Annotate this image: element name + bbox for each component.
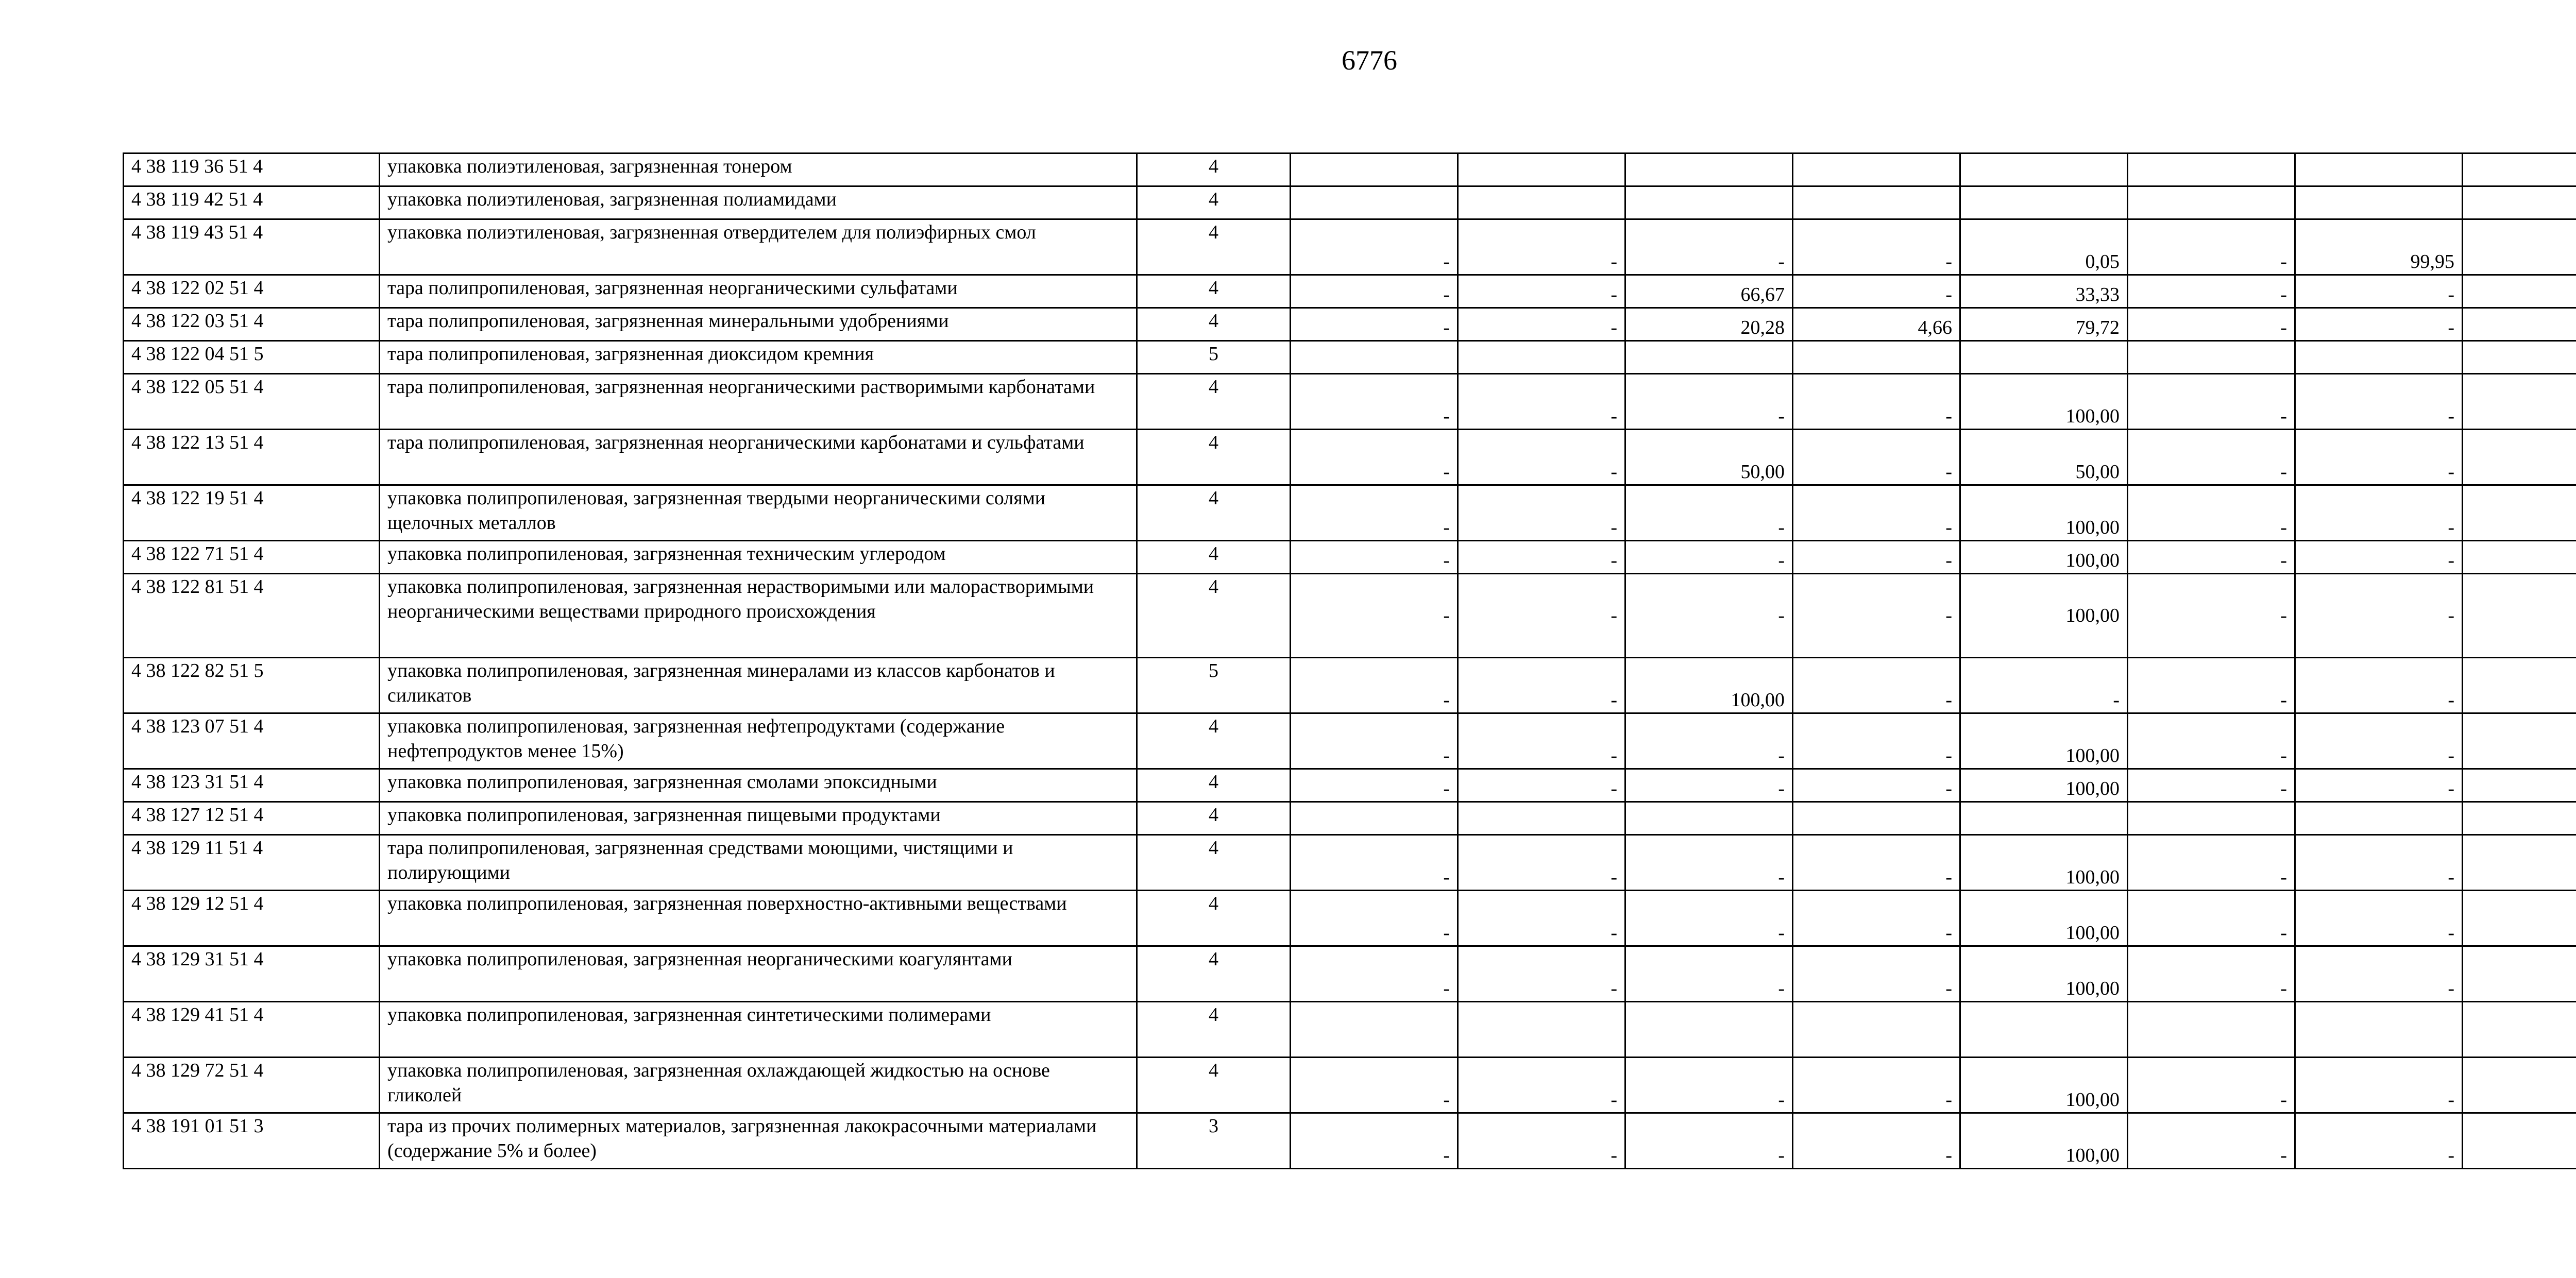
value-cell: - (1291, 769, 1458, 802)
value-cell (2295, 154, 2463, 186)
value-cell: - (1625, 374, 1793, 430)
value-cell: - (2295, 658, 2463, 713)
waste-code-cell: 4 38 123 31 51 4 (124, 769, 380, 802)
waste-name-cell: упаковка полипропиленовая, загрязненная смолами эпоксидными (380, 769, 1137, 802)
table-row (124, 802, 2576, 835)
value-cell: - (2128, 541, 2295, 574)
waste-code-cell: 4 38 122 02 51 4 (124, 275, 380, 308)
value-cell: - (2128, 430, 2295, 485)
value-cell: - (1458, 835, 1625, 891)
value-cell: - (1291, 275, 1458, 308)
waste-code-cell: 4 38 129 11 51 4 (124, 835, 380, 891)
waste-code-cell: 4 38 129 12 51 4 (124, 891, 380, 946)
page-number: 6776 (1342, 45, 1397, 76)
waste-code-cell: 4 38 122 71 51 4 (124, 541, 380, 574)
value-cell: - (1291, 308, 1458, 341)
value-cell (2463, 275, 2576, 308)
value-cell: 100,00 (1960, 713, 2128, 769)
value-cell: - (1291, 713, 1458, 769)
waste-code-cell: 4 38 119 43 51 4 (124, 219, 380, 275)
value-cell: - (1291, 946, 1458, 1002)
value-cell (2295, 1002, 2463, 1058)
value-cell (1458, 186, 1625, 219)
value-cell: - (1291, 541, 1458, 574)
value-cell: - (2295, 769, 2463, 802)
value-cell: 100,00 (1960, 769, 2128, 802)
table-row (124, 891, 2576, 946)
value-cell: - (2128, 713, 2295, 769)
hazard-class-cell: 4 (1137, 946, 1291, 1002)
value-cell: - (1625, 541, 1793, 574)
value-cell (2463, 802, 2576, 835)
hazard-class-cell: 5 (1137, 341, 1291, 374)
table-row (124, 1113, 2576, 1169)
value-cell (1291, 186, 1458, 219)
value-cell: 79,72 (1960, 308, 2128, 341)
waste-code-cell: 4 38 129 31 51 4 (124, 946, 380, 1002)
waste-name-cell: тара полипропиленовая, загрязненная неорганическими карбонатами и сульфатами (380, 430, 1137, 485)
value-cell (1291, 1002, 1458, 1058)
value-cell (1625, 186, 1793, 219)
waste-code-cell: 4 38 129 41 51 4 (124, 1002, 380, 1058)
table-row (124, 308, 2576, 341)
value-cell (1625, 1002, 1793, 1058)
value-cell: - (2128, 374, 2295, 430)
value-cell (2128, 341, 2295, 374)
value-cell: - (1291, 430, 1458, 485)
value-cell: - (1625, 769, 1793, 802)
value-cell (2463, 154, 2576, 186)
value-cell: 100,00 (1960, 374, 2128, 430)
table-row (124, 1002, 2576, 1058)
value-cell (2463, 769, 2576, 802)
value-cell (1458, 341, 1625, 374)
value-cell (1793, 154, 1960, 186)
value-cell: - (1458, 485, 1625, 541)
value-cell: 50,00 (1960, 430, 2128, 485)
waste-code-cell: 4 38 122 19 51 4 (124, 485, 380, 541)
value-cell: - (1625, 946, 1793, 1002)
value-cell: - (2295, 946, 2463, 1002)
hazard-class-cell: 4 (1137, 374, 1291, 430)
value-cell: 4,66 (1793, 308, 1960, 341)
value-cell: - (1793, 430, 1960, 485)
value-cell (1793, 186, 1960, 219)
value-cell (1625, 802, 1793, 835)
value-cell: - (2128, 485, 2295, 541)
waste-code-cell: 4 38 122 81 51 4 (124, 574, 380, 658)
value-cell: - (1458, 946, 1625, 1002)
value-cell (1960, 341, 2128, 374)
value-cell: - (1458, 308, 1625, 341)
value-cell: 0,05 (1960, 219, 2128, 275)
hazard-class-cell: 4 (1137, 308, 1291, 341)
value-cell: - (2128, 891, 2295, 946)
table-row (124, 275, 2576, 308)
value-cell: - (1793, 891, 1960, 946)
value-cell: - (1625, 219, 1793, 275)
table-row (124, 713, 2576, 769)
value-cell (2463, 219, 2576, 275)
table-row (124, 835, 2576, 891)
value-cell (2463, 835, 2576, 891)
hazard-class-cell: 4 (1137, 1002, 1291, 1058)
table-row (124, 485, 2576, 541)
value-cell (2128, 154, 2295, 186)
value-cell: - (2128, 946, 2295, 1002)
value-cell: - (2128, 1058, 2295, 1113)
hazard-class-cell: 4 (1137, 430, 1291, 485)
value-cell: - (1793, 835, 1960, 891)
value-cell: - (2128, 219, 2295, 275)
waste-name-cell: упаковка полипропиленовая, загрязненная техническим углеродом (380, 541, 1137, 574)
value-cell (2463, 1002, 2576, 1058)
waste-code-cell: 4 38 119 36 51 4 (124, 154, 380, 186)
waste-code-cell: 4 38 122 05 51 4 (124, 374, 380, 430)
value-cell (1793, 1002, 1960, 1058)
value-cell (1960, 802, 2128, 835)
waste-code-cell: 4 38 127 12 51 4 (124, 802, 380, 835)
value-cell: - (1793, 485, 1960, 541)
value-cell: - (1291, 1113, 1458, 1169)
waste-table (123, 152, 2576, 1169)
value-cell: 100,00 (1960, 946, 2128, 1002)
value-cell (2463, 658, 2576, 713)
value-cell (1458, 1002, 1625, 1058)
waste-name-cell: тара полипропиленовая, загрязненная неорганическими сульфатами (380, 275, 1137, 308)
value-cell: - (1458, 275, 1625, 308)
value-cell (1960, 1002, 2128, 1058)
hazard-class-cell: 4 (1137, 1058, 1291, 1113)
value-cell: - (1625, 1113, 1793, 1169)
value-cell: - (2295, 835, 2463, 891)
table-body (124, 154, 2576, 1169)
value-cell (2463, 341, 2576, 374)
table-row (124, 186, 2576, 219)
value-cell (1458, 802, 1625, 835)
hazard-class-cell: 4 (1137, 219, 1291, 275)
value-cell: - (2128, 1113, 2295, 1169)
value-cell (2463, 308, 2576, 341)
value-cell: - (1458, 374, 1625, 430)
value-cell (1625, 154, 1793, 186)
value-cell (1625, 341, 1793, 374)
value-cell: - (2128, 275, 2295, 308)
value-cell: - (2295, 430, 2463, 485)
value-cell (2295, 341, 2463, 374)
value-cell: - (1291, 219, 1458, 275)
value-cell: - (2295, 485, 2463, 541)
value-cell: 100,00 (1960, 835, 2128, 891)
value-cell: 100,00 (1960, 541, 2128, 574)
waste-name-cell: тара из прочих полимерных материалов, загрязненная лакокрасочными материалами (содержание 5% и более) (380, 1113, 1137, 1169)
value-cell: - (1793, 374, 1960, 430)
waste-name-cell: упаковка полипропиленовая, загрязненная поверхностно-активными веществами (380, 891, 1137, 946)
value-cell: - (2295, 713, 2463, 769)
hazard-class-cell: 5 (1137, 658, 1291, 713)
waste-name-cell: упаковка полипропиленовая, загрязненная твердыми неорганическими солями щелочных металлов (380, 485, 1137, 541)
value-cell (2463, 1113, 2576, 1169)
value-cell (1291, 802, 1458, 835)
value-cell: - (1625, 891, 1793, 946)
hazard-class-cell: 4 (1137, 769, 1291, 802)
waste-name-cell: упаковка полипропиленовая, загрязненная минералами из классов карбонатов и силикатов (380, 658, 1137, 713)
value-cell: - (1625, 1058, 1793, 1113)
value-cell (1291, 341, 1458, 374)
value-cell: 66,67 (1625, 275, 1793, 308)
value-cell: - (1291, 1058, 1458, 1113)
waste-name-cell: тара полипропиленовая, загрязненная диоксидом кремния (380, 341, 1137, 374)
waste-code-cell: 4 38 129 72 51 4 (124, 1058, 380, 1113)
value-cell (1458, 154, 1625, 186)
waste-name-cell: упаковка полиэтиленовая, загрязненная полиамидами (380, 186, 1137, 219)
hazard-class-cell: 4 (1137, 186, 1291, 219)
waste-code-cell: 4 38 123 07 51 4 (124, 713, 380, 769)
value-cell: - (1793, 541, 1960, 574)
value-cell: 100,00 (1960, 1058, 2128, 1113)
table-row (124, 219, 2576, 275)
table-row (124, 430, 2576, 485)
value-cell: - (1458, 574, 1625, 658)
value-cell (1960, 186, 2128, 219)
waste-name-cell: упаковка полипропиленовая, загрязненная охлаждающей жидкостью на основе гликолей (380, 1058, 1137, 1113)
value-cell (2295, 186, 2463, 219)
value-cell: - (2128, 769, 2295, 802)
value-cell: - (1793, 946, 1960, 1002)
waste-name-cell: тара полипропиленовая, загрязненная неорганическими растворимыми карбонатами (380, 374, 1137, 430)
value-cell: - (1793, 769, 1960, 802)
value-cell (2463, 485, 2576, 541)
hazard-class-cell: 4 (1137, 713, 1291, 769)
value-cell: - (1291, 835, 1458, 891)
value-cell: 100,00 (1960, 891, 2128, 946)
value-cell: 33,33 (1960, 275, 2128, 308)
value-cell: - (1960, 658, 2128, 713)
value-cell: - (1793, 275, 1960, 308)
value-cell: - (2295, 275, 2463, 308)
waste-name-cell: упаковка полиэтиленовая, загрязненная отвердителем для полиэфирных смол (380, 219, 1137, 275)
value-cell (1793, 341, 1960, 374)
table-row (124, 946, 2576, 1002)
hazard-class-cell: 3 (1137, 1113, 1291, 1169)
value-cell (2463, 374, 2576, 430)
value-cell: - (1625, 713, 1793, 769)
value-cell (2463, 574, 2576, 658)
value-cell: - (1458, 219, 1625, 275)
value-cell (2463, 946, 2576, 1002)
value-cell (2128, 1002, 2295, 1058)
value-cell: 100,00 (1625, 658, 1793, 713)
value-cell: 100,00 (1960, 574, 2128, 658)
value-cell (2463, 891, 2576, 946)
value-cell: - (1458, 713, 1625, 769)
value-cell: - (2295, 1058, 2463, 1113)
waste-name-cell: тара полипропиленовая, загрязненная средствами моющими, чистящими и полирующими (380, 835, 1137, 891)
value-cell: - (2295, 374, 2463, 430)
value-cell: - (2128, 308, 2295, 341)
value-cell: 100,00 (1960, 485, 2128, 541)
value-cell (2463, 186, 2576, 219)
value-cell: - (1291, 374, 1458, 430)
waste-name-cell: упаковка полипропиленовая, загрязненная нерастворимыми или малорастворимыми неорганическими веществами природного происхождения (380, 574, 1137, 658)
value-cell (2128, 802, 2295, 835)
value-cell: - (1458, 658, 1625, 713)
table-row (124, 1058, 2576, 1113)
value-cell: - (1793, 1113, 1960, 1169)
value-cell: 100,00 (1960, 1113, 2128, 1169)
value-cell (2295, 802, 2463, 835)
value-cell: - (2128, 658, 2295, 713)
value-cell: - (1625, 574, 1793, 658)
value-cell: - (1291, 658, 1458, 713)
table-row (124, 374, 2576, 430)
value-cell: - (1291, 574, 1458, 658)
value-cell: - (1625, 835, 1793, 891)
value-cell: - (2128, 835, 2295, 891)
table-row (124, 154, 2576, 186)
waste-code-cell: 4 38 122 04 51 5 (124, 341, 380, 374)
value-cell: - (1291, 891, 1458, 946)
value-cell: - (1793, 658, 1960, 713)
waste-name-cell: упаковка полипропиленовая, загрязненная неорганическими коагулянтами (380, 946, 1137, 1002)
value-cell (1793, 802, 1960, 835)
value-cell: - (1458, 1058, 1625, 1113)
table-row (124, 541, 2576, 574)
waste-code-cell: 4 38 122 13 51 4 (124, 430, 380, 485)
table-row (124, 658, 2576, 713)
waste-code-cell: 4 38 122 03 51 4 (124, 308, 380, 341)
waste-name-cell: упаковка полипропиленовая, загрязненная синтетическими полимерами (380, 1002, 1137, 1058)
waste-code-cell: 4 38 122 82 51 5 (124, 658, 380, 713)
hazard-class-cell: 4 (1137, 275, 1291, 308)
value-cell: - (1625, 485, 1793, 541)
waste-name-cell: упаковка полиэтиленовая, загрязненная тонером (380, 154, 1137, 186)
value-cell: - (2295, 574, 2463, 658)
value-cell (2463, 541, 2576, 574)
value-cell (2463, 1058, 2576, 1113)
value-cell: - (1458, 891, 1625, 946)
value-cell: - (2295, 891, 2463, 946)
value-cell (2128, 186, 2295, 219)
waste-name-cell: упаковка полипропиленовая, загрязненная пищевыми продуктами (380, 802, 1137, 835)
value-cell: - (1793, 219, 1960, 275)
hazard-class-cell: 4 (1137, 154, 1291, 186)
value-cell: - (1793, 574, 1960, 658)
value-cell: - (1793, 713, 1960, 769)
waste-code-cell: 4 38 119 42 51 4 (124, 186, 380, 219)
value-cell: - (2128, 574, 2295, 658)
value-cell (2463, 430, 2576, 485)
table-row (124, 769, 2576, 802)
value-cell: - (1458, 769, 1625, 802)
hazard-class-cell: 4 (1137, 835, 1291, 891)
value-cell (1291, 154, 1458, 186)
waste-name-cell: тара полипропиленовая, загрязненная минеральными удобрениями (380, 308, 1137, 341)
value-cell: - (2295, 308, 2463, 341)
value-cell: - (2295, 1113, 2463, 1169)
value-cell: - (1793, 1058, 1960, 1113)
value-cell: - (1458, 1113, 1625, 1169)
waste-name-cell: упаковка полипропиленовая, загрязненная нефтепродуктами (содержание нефтепродуктов менее 15%) (380, 713, 1137, 769)
value-cell: - (1458, 430, 1625, 485)
value-cell: 99,95 (2295, 219, 2463, 275)
table-row (124, 341, 2576, 374)
hazard-class-cell: 4 (1137, 541, 1291, 574)
hazard-class-cell: 4 (1137, 802, 1291, 835)
waste-code-cell: 4 38 191 01 51 3 (124, 1113, 380, 1169)
value-cell: 20,28 (1625, 308, 1793, 341)
value-cell: 50,00 (1625, 430, 1793, 485)
value-cell (2463, 713, 2576, 769)
hazard-class-cell: 4 (1137, 891, 1291, 946)
value-cell (1960, 154, 2128, 186)
hazard-class-cell: 4 (1137, 574, 1291, 658)
value-cell: - (1458, 541, 1625, 574)
table-row (124, 574, 2576, 658)
value-cell: - (1291, 485, 1458, 541)
hazard-class-cell: 4 (1137, 485, 1291, 541)
value-cell: - (2295, 541, 2463, 574)
